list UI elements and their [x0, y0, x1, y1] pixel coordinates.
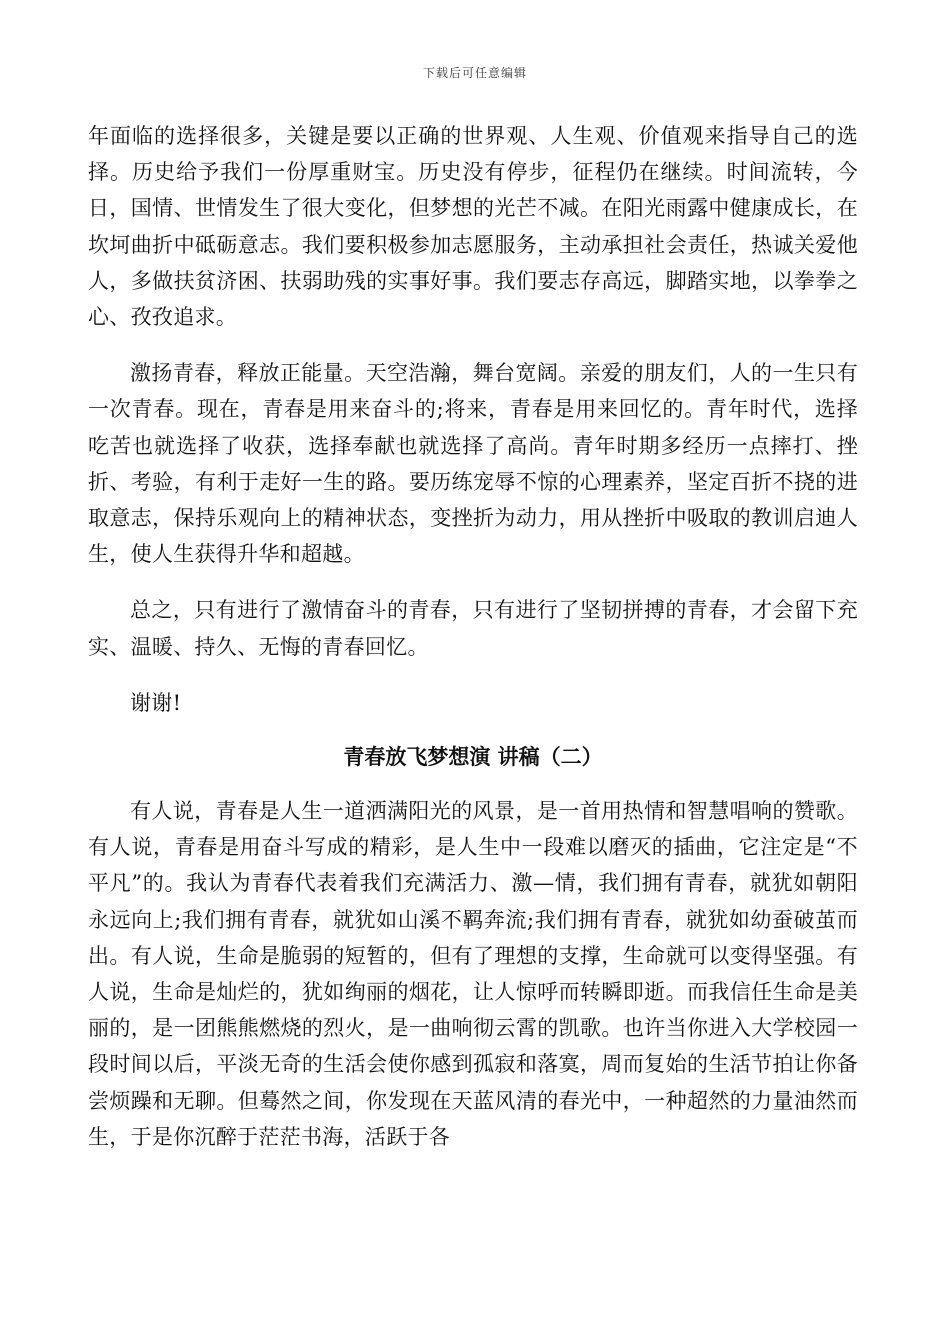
page-header: 下载后可任意编辑: [422, 66, 527, 80]
paragraph-2: 激扬青春，释放正能量。天空浩瀚，舞台宽阔。亲爱的朋友们，人的一生只有一次青春。现在，青春是用来奋斗的;将来，青春是用来回忆的。青年时代，选择吃苦也就选择了收获，选择奉献也就选择了高尚。青年时期多经历一点摔打、挫折、考验，有利于走好一生的路。要历练宠辱不惊的心理素养，坚定百折不挠的进取意志，保持乐观向上的精神状态，变挫折为动力，用从挫折中吸取的教训启迪人生，使人生获得升华和超越。: [88, 361, 858, 567]
paragraph-5: 有人说，青春是人生一道洒满阳光的风景，是一首用热情和智慧唱响的赞歌。有人说，青春是用奋斗写成的精彩，是人生中一段难以磨灭的插曲，它注定是“不平凡”的。我认为青春代表着我们充满活力、激—情，我们拥有青春，就犹如朝阳永远向上;我们拥有青春，就犹如山溪不羁奔流;我们拥有青春，就犹如幼蚕破茧而出。有人说，生命是脆弱的短暂的，但有了理想的支撑，生命就可以变得坚强。有人说，生命是灿烂的，犹如绚丽的烟花，让人惊呼而转瞬即逝。而我信任生命是美丽的，是一团熊熊燃烧的烈火，是一曲响彻云霄的凯歌。也许当你进入大学校园一段时间以后，平淡无奇的生活会使你感到孤寂和落寞，周而复始的生活节拍让你备尝烦躁和无聊。但蓦然之间，你发现在天蓝风清的春光中，一种超然的力量油然而生，于是你沉醉于茫茫书海，活跃于各: [88, 799, 858, 1149]
paragraph-1: 年面临的选择很多，关键是要以正确的世界观、人生观、价值观来指导自己的选择。历史给予我们一份厚重财宝。历史没有停步，征程仍在继续。时间流转，今日，国情、世情发生了很大变化，但梦想的光芒不减。在阳光雨露中健康成长，在坎坷曲折中砥砺意志。我们要积极参加志愿服务，主动承担社会责任，热诚关爱他人，多做扶贫济困、扶弱助残的实事好事。我们要志存高远，脚踏实地，以拳拳之心、孜孜追求。: [88, 124, 858, 330]
paragraph-thanks: 谢谢!: [130, 690, 182, 715]
section-title: 青春放飞梦想演 讲稿（二）: [343, 745, 603, 770]
document-body: [88, 118, 858, 1155]
paragraph-3: 总之，只有进行了激情奋斗的青春，只有进行了坚韧拼搏的青春，才会留下充实、温暖、持久、无悔的青春回忆。: [88, 598, 858, 659]
